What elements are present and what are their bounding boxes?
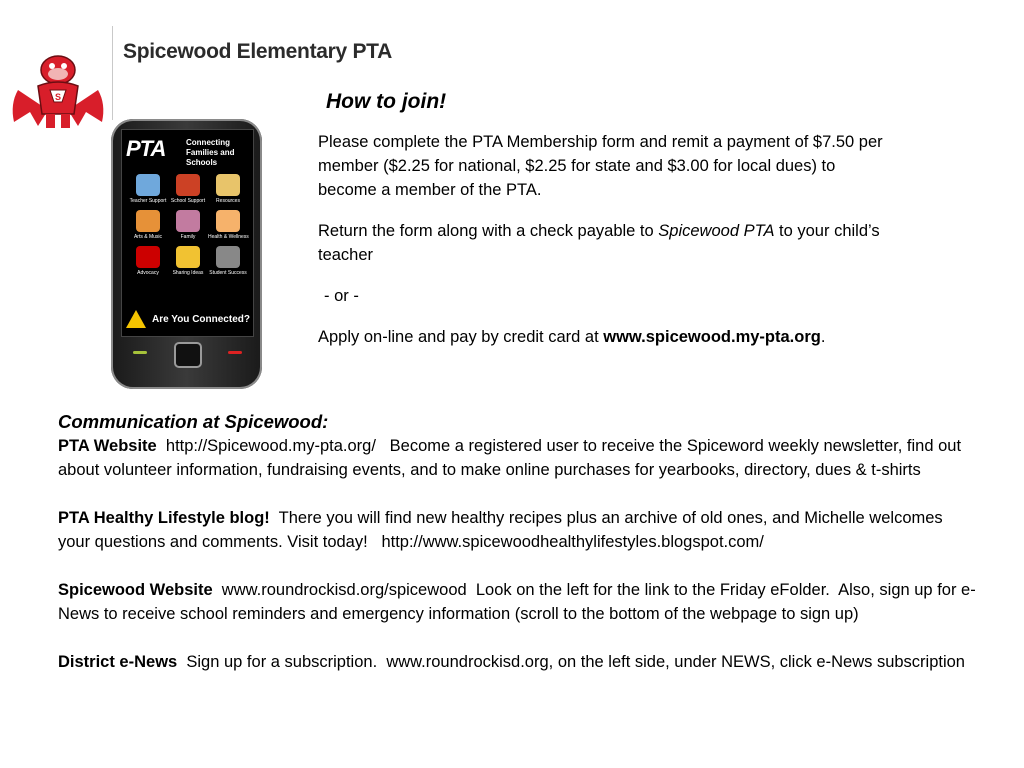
app-icon: [176, 210, 200, 232]
app-label: Sharing Ideas: [172, 270, 204, 276]
comm-item-school-website: [58, 578, 978, 626]
app-label: Arts & Music: [133, 234, 163, 240]
app-icon: [176, 246, 200, 268]
app-grid: [128, 174, 248, 276]
org-title: Spicewood Elementary PTA: [123, 40, 392, 63]
app-icon: [176, 174, 200, 196]
phone-app: [128, 246, 168, 276]
home-button-icon: [174, 342, 202, 368]
payee-name: Spicewood PTA: [658, 222, 775, 240]
app-label: Family: [180, 234, 196, 240]
call-button-icon: [133, 351, 147, 354]
comm-item-title: District e-News: [58, 653, 178, 671]
app-icon: [216, 174, 240, 196]
pta-tagline: Connecting Families and Schools: [186, 138, 235, 167]
phone-screen: [121, 129, 254, 337]
membership-link[interactable]: www.spicewood.my-pta.org: [603, 328, 821, 346]
comm-item-title: Spicewood Website: [58, 581, 213, 599]
pta-logo: PTA: [126, 136, 166, 161]
comm-item-district-enews: [58, 650, 978, 674]
communication-heading: Communication at Spicewood:: [58, 411, 329, 432]
phone-app: [208, 174, 248, 204]
header-divider: [112, 26, 113, 120]
app-label: Advocacy: [137, 270, 159, 276]
comm-item-title: PTA Website: [58, 437, 157, 455]
join-para-2-tail: to your child’s teacher: [318, 222, 880, 264]
comm-item-blog: [58, 506, 978, 554]
join-para-3-text: Apply on-line and pay by credit card at: [318, 328, 604, 346]
how-to-join-heading: How to join!: [326, 90, 447, 113]
phone-graphic: [111, 119, 262, 389]
join-para-1: Please complete the PTA Membership form and remit a payment of $7.50 per member ($2.25 for national, $2.25 for state and $3.00 for local dues) to become a member of the PTA.: [318, 133, 883, 199]
phone-app: [208, 246, 248, 276]
comm-item-text: There you will find new healthy recipes plus an archive of old ones, and Michelle welcomes your questions and comments. Visit today! http://www.spicewoodhealthylifestyles.blogspot.com/: [58, 509, 948, 551]
app-icon: [136, 174, 160, 196]
join-para-2: [318, 219, 898, 267]
phone-app: [208, 210, 248, 240]
superhero-mascot-icon: [8, 52, 108, 130]
app-label: Teacher Support: [129, 198, 167, 204]
communication-section: [58, 410, 978, 698]
app-label: School Support: [170, 198, 206, 204]
app-icon: [136, 210, 160, 232]
phone-app: [168, 174, 208, 204]
comm-item-text: http://Spicewood.my-pta.org/ Become a registered user to receive the Spiceword weekly newsletter, find out about volunteer information, fundraising events, and to make online purchases for yearbooks, directory, dues & t-shirts: [58, 437, 966, 479]
app-label: Health & Wellness: [208, 234, 249, 240]
phone-app: [128, 174, 168, 204]
join-para-3-tail: .: [820, 328, 826, 346]
comm-item-text: Sign up for a subscription. www.roundrockisd.org, on the left side, under NEWS, click e-News subscription: [177, 653, 965, 671]
hangup-button-icon: [228, 351, 242, 354]
app-icon: [216, 210, 240, 232]
join-instructions: [318, 130, 898, 366]
app-icon: [216, 246, 240, 268]
join-para-3: [318, 325, 898, 349]
warning-icon: [126, 310, 146, 328]
phone-app: [168, 246, 208, 276]
or-separator: - or -: [324, 287, 359, 305]
phone-app: [128, 210, 168, 240]
connect-banner: [126, 308, 250, 330]
app-icon: [136, 246, 160, 268]
connect-banner-text: Are You Connected?: [152, 313, 250, 325]
comm-item-pta-website: [58, 434, 978, 482]
comm-item-title: PTA Healthy Lifestyle blog!: [58, 509, 270, 527]
join-para-2-text: Return the form along with a check payable to: [318, 222, 659, 240]
comm-item-text: www.roundrockisd.org/spicewood Look on the left for the link to the Friday eFolder. Also, sign up for e-News to receive school reminders and emergency information (scroll to the bottom of the webpage to sign up): [58, 581, 976, 623]
phone-app: [168, 210, 208, 240]
svg-text:S: S: [54, 92, 62, 102]
app-label: Student Success: [209, 270, 247, 276]
app-label: Resources: [216, 198, 240, 204]
